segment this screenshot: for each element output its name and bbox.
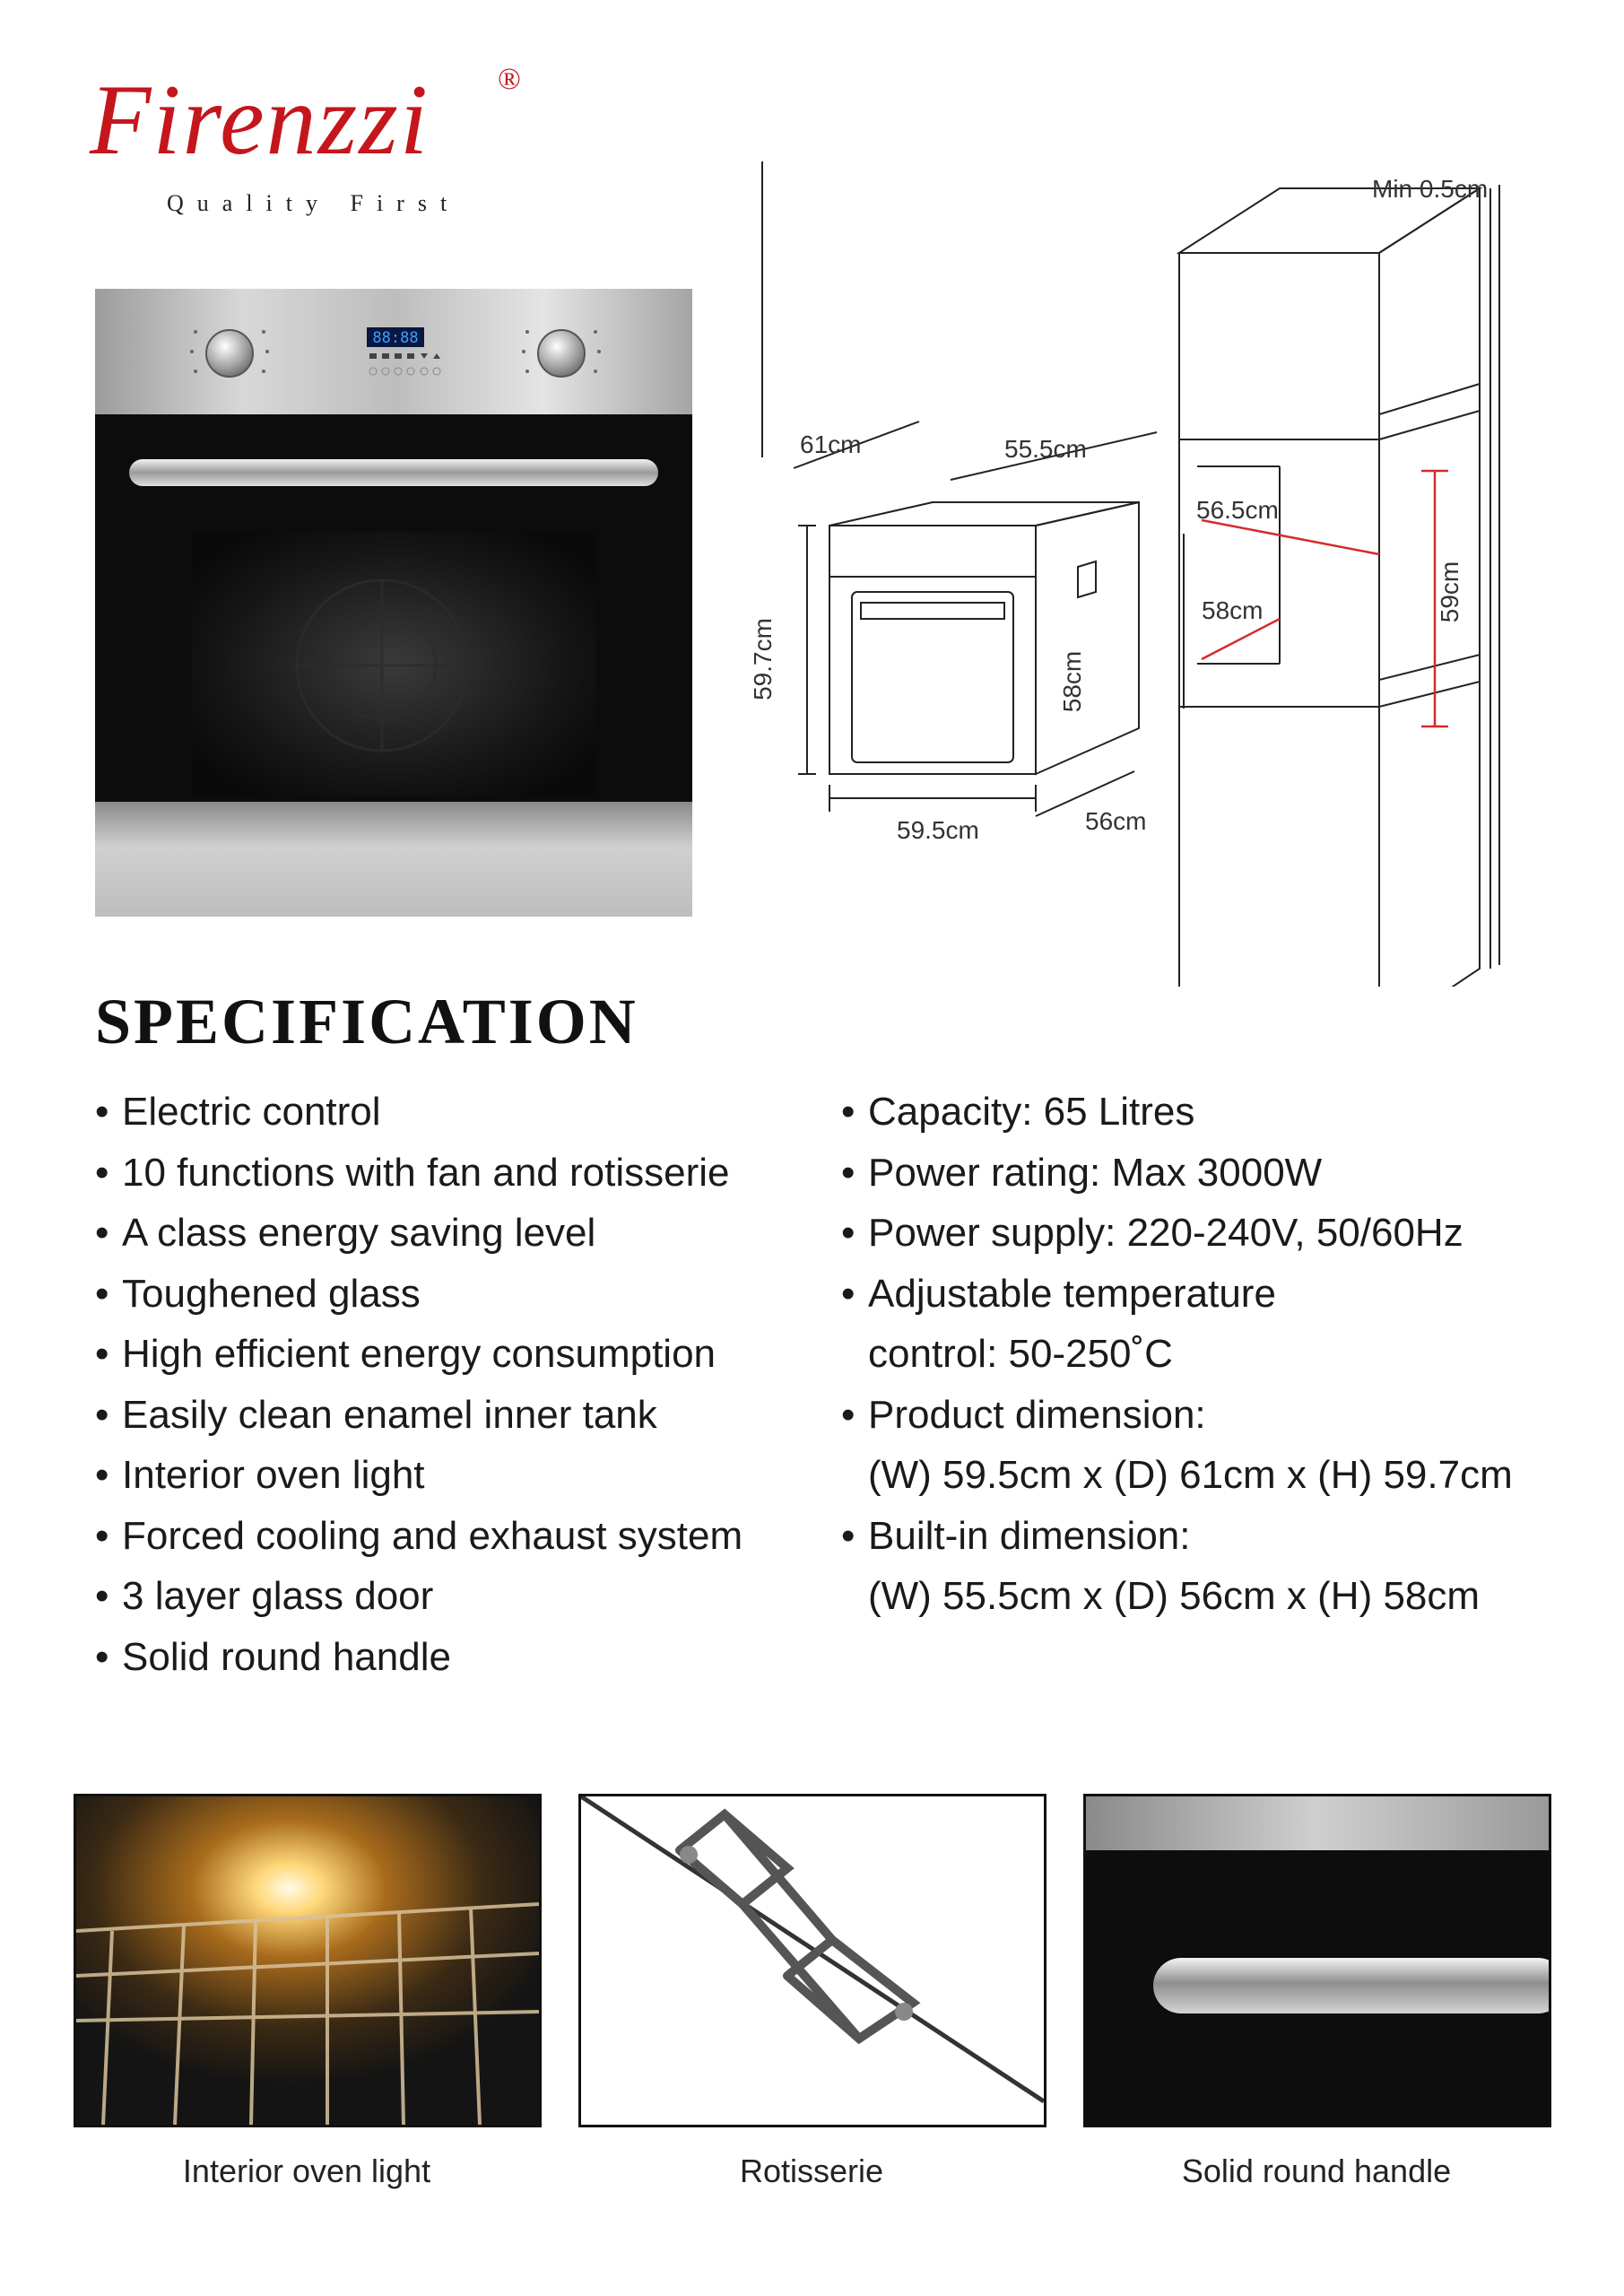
round-handle-photo <box>1083 1794 1551 2127</box>
label-cabinet-height: 59cm <box>1436 561 1463 623</box>
label-cutout-width: 55.5cm <box>1004 435 1087 463</box>
registered-mark: ® <box>498 63 521 96</box>
label-height: 59.7cm <box>749 618 777 700</box>
spec-item: • A class energy saving level <box>95 1211 596 1255</box>
spec-item: • Forced cooling and exhaust system <box>95 1513 743 1558</box>
spec-list-left <box>95 1082 743 1687</box>
spec-item: • Interior oven light <box>95 1453 425 1497</box>
spec-item: • Adjustable temperature <box>841 1271 1276 1316</box>
label-depth: 61cm <box>800 430 862 458</box>
label-cabinet-depth: 56.5cm <box>1196 496 1279 524</box>
caption-rotisserie: Rotisserie <box>739 2152 884 2189</box>
spec-item-continuation: (W) 59.5cm x (D) 61cm x (H) 59.7cm <box>868 1453 1513 1497</box>
spec-item: • Power rating: Max 3000W <box>841 1150 1323 1195</box>
brand-tagline: Quality First <box>167 190 461 216</box>
oven-product-image <box>95 289 692 917</box>
spec-list-right <box>841 1082 1513 1627</box>
spec-item: • 10 functions with fan and rotisserie <box>95 1150 730 1195</box>
label-width: 59.5cm <box>897 816 979 844</box>
spec-item: • 3 layer glass door <box>95 1574 434 1618</box>
spec-item: • Power supply: 220-240V, 50/60Hz <box>841 1211 1463 1255</box>
spec-item: • Solid round handle <box>95 1634 451 1679</box>
spec-item: • Built-in dimension: <box>841 1513 1191 1558</box>
interior-light-photo <box>74 1794 542 2127</box>
brand-logo: Firenzzi <box>90 65 430 176</box>
spec-item-continuation: (W) 55.5cm x (D) 56cm x (H) 58cm <box>868 1574 1481 1618</box>
spec-item-continuation: control: 50-250˚C <box>868 1332 1173 1376</box>
rotisserie-photo <box>578 1794 1046 2127</box>
label-cabinet-width: 58cm <box>1202 596 1264 624</box>
label-min-gap: Min 0.5cm <box>1372 175 1489 203</box>
spec-item: • Capacity: 65 Litres <box>841 1090 1195 1134</box>
spec-item: • Easily clean enamel inner tank <box>95 1392 657 1437</box>
label-body-height: 58cm <box>1058 650 1086 713</box>
specification-title: SPECIFICATION <box>95 986 638 1057</box>
spec-item: • Product dimension: <box>841 1392 1206 1437</box>
spec-item: • Toughened glass <box>95 1271 421 1316</box>
spec-item: • High efficient energy consumption <box>95 1332 716 1376</box>
caption-interior-light: Interior oven light <box>182 2152 431 2189</box>
spec-item: • Electric control <box>95 1090 381 1134</box>
installation-dimension-diagram <box>726 161 1623 987</box>
oven-display: 88:88 <box>372 329 419 347</box>
caption-round-handle: Solid round handle <box>1181 2152 1452 2189</box>
label-body-depth: 56cm <box>1085 807 1147 835</box>
